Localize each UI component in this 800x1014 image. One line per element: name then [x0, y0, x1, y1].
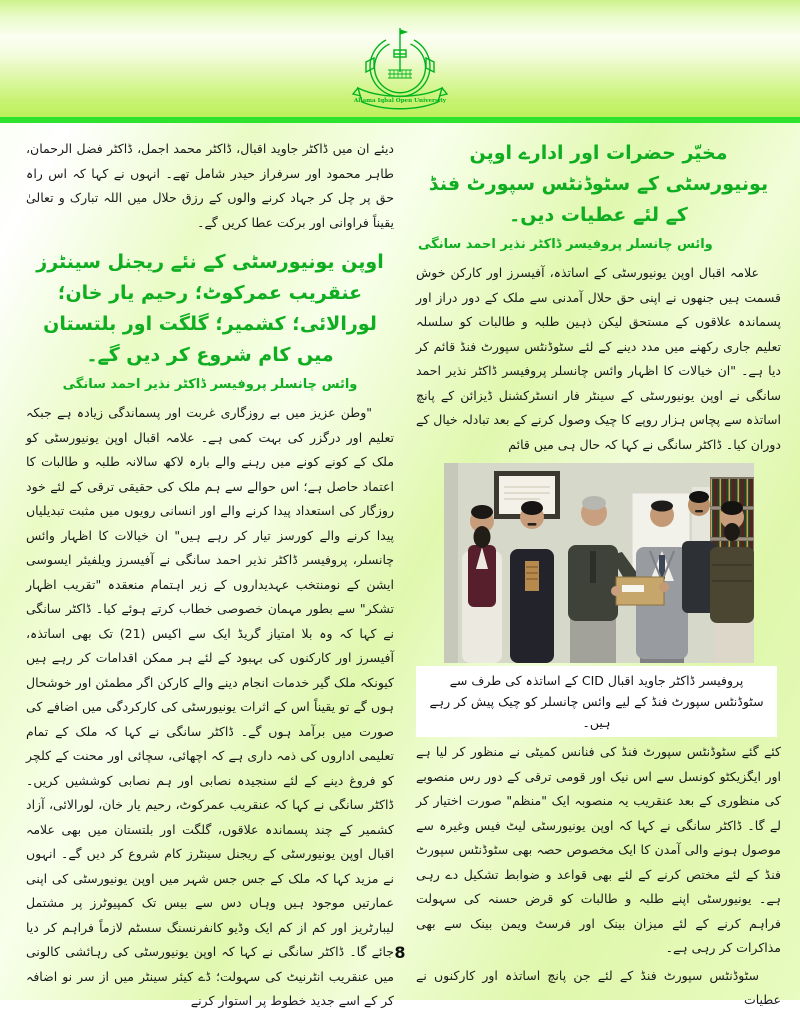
left-paragraph-2: "وطن عزیز میں بے روزگاری غربت اور پسماندگی زیادہ ہے جبکہ تعلیم اور درگزر کی بہت کمی ہے۔ علامہ اقبال اوپن یونیورسٹی کو ملک کے کونے کونے میں رہنے والے بارہ لاکھ سالانہ طلبہ و طالبات کا اعتماد حاصل ہے؛ اس حوالے سے ہم ملک کی حقیقی ترقی کے لئے خود روزگار کی استعداد پیدا کرنے والے اور انسانی رویوں میں مثبت تبدیلیاں پیدا کرنے والے کورسز تیار کر رہے ہیں" ان خیالات کا اظہار وائس چانسلر، پروفیسر ڈاکٹر نذیر احمد سانگی نے آفیسرز ویلفیئر ایسوسی ایشن کے نومنتخب عہدیداروں کے زیر اہتمام منعقدہ "تقریب اظہار تشکر" سے بطور مہمان خصوصی خطاب کرتے ہوئے کیا۔ ڈاکٹر سانگی نے کہا کہ وہ بلا امتیاز گریڈ ایک سے اکیس (21) تک بھی اساتذہ، آفیسرز اور کارکنوں کی بہبود کے لئے ہر ممکن اقدامات کر رہے ہیں کیونکہ ملک گیر خدمات انجام دینے والے کارکن اگر مطمئن اور خوشحال ہوں گے تو یقیناً اس کے اثرات یونیورسٹی کی کارکردگی میں اضافے کی صورت میں برآمد ہوں گے۔ ڈاکٹر سانگی نے کہا کہ ملک کے تمام تعلیمی اداروں کی ذمہ داری ہے کہ اچھائی، سچائی اور محنت کے کلچر کو فروغ دینے کے لئے سنجیدہ نصابی اور ہم نصابی کوششیں کریں۔ ڈاکٹر سانگی نے کہا کہ عنقریب عمرکوٹ، رحیم یار خان، لورالائی، آزاد کشمیر کے چند پسماندہ علاقوں، گلگت اور بلتستان میں بھی علامہ اقبال اوپن یونیورسٹی کے ریجنل سینٹرز کام شروع کر دیں گے۔ انہوں نے مزید کہا کہ ملک کے جس جس شہر میں اوپن یونیورسٹی کی اپنی عمارتیں موجود ہیں وہاں دس سے بیس تک کمپیوٹرز پر مشتمل لیبارٹریز اور کم از کم ایک وڈیو کانفرنسنگ سسٹم لازماً فراہم کر دیا جائے گا۔ ڈاکٹر سانگی نے کہا کہ اوپن یونیورسٹی کی رہائشی کالونی میں عنقریب انٹرنیٹ کی سہولت؛ ڈے کیئر سینٹر میں از سر نو اضافہ کر کے اسے جدید خطوط پر استوار کرنے [26, 405, 394, 1008]
photo-figure [414, 463, 783, 737]
right-column [414, 134, 783, 1007]
cheque-envelope [611, 577, 669, 605]
cheque-presentation-photo [444, 463, 754, 663]
left-paragraph-1: دیئے ان میں ڈاکٹر جاوید اقبال، ڈاکٹر محمد اجمل، ڈاکٹر فضل الرحمان، طاہر محمود اور سرفراز حیدر شامل تھے۔ انہوں نے کہا کہ اس راہ حق پر چل کر جہاد کرنے والوں کے رزق حلال میں اللہ تبارک و تعالیٰ یقیناً فراوانی اور برکت عطا کریں گے۔ [26, 141, 394, 230]
right-paragraph-2: کئے گئے سٹوڈنٹس سپورٹ فنڈ کی فنانس کمیٹی نے منظور کر لیا ہے اور ایگزیکٹو کونسل سے اس نیک اور قومی ترقی کے دور رس منصوبے کی منظوری کے بعد عنقریب یہ منصوبہ ایک "منظم" صورت اختیار کر لے گا۔ ڈاکٹر سانگی نے کہا کہ اوپن یونیورسٹی لیٹ فیس وغیرہ سے موصول ہونے والی آمدن کا ایک مخصوص حصہ بھی سٹوڈنٹس سپورٹ فنڈ کے لئے مختص کرنے کے لئے بھی قواعد و ضوابط تشکیل دے رہی ہے۔ یونیورسٹی اپنے طلبہ و طالبات کو قرض حسنہ کی سہولت فراہم کرنے کے لئے میزان بینک اور فرسٹ ویمن بینک سے بھی مذاکرات کر رہی ہے۔ [416, 744, 781, 955]
left-column [24, 134, 396, 1008]
university-logo [350, 26, 450, 116]
right-paragraph-1: علامہ اقبال اوپن یونیورسٹی کے اساتذہ، آفیسرز اور کارکن خوش قسمت ہیں جنھوں نے اپنی حق حلال آمدنی سے ملک کے دور دراز اور پسماندہ علاقوں کے مستحق لیکن ذہین طلبہ و طالبات کو سلسلہ تعلیم جاری رکھنے میں مدد دینے کے لئے سٹوڈنٹس سپورٹ فنڈ قائم کر دیا ہے۔ "ان خیالات کا اظہار وائس چانسلر پروفیسر ڈاکٹر نذیر احمد سانگی نے اوپن یونیورسٹی کے سینٹر فار انسٹرکشنل ڈیزائن کے پانچ اساتذہ سے پچاس ہزار روپے کا چیک وصول کرنے کے بعد تبادلہ خیال کے دوران کیا۔ ڈاکٹر سانگی نے کہا کہ حال ہی میں قائم [416, 265, 781, 452]
right-byline: وائس چانسلر پروفیسر ڈاکٹر نذیر احمد سانگی [418, 237, 713, 252]
header-divider [0, 117, 800, 123]
right-headline: مخیّر حضرات اور ادارے اوپن یونیورسٹی کے سٹوڈنٹس سپورٹ فنڈ کے لئے عطیات دیں۔ [428, 142, 769, 226]
left-headline: اوپن یونیورسٹی کے نئے ریجنل سینٹرز عنقریب عمرکوٹ؛ رحیم یار خان؛ لورالائی؛ کشمیر؛ گلگت اور بلتستان میں کام شروع کر دیں گے۔ [36, 251, 384, 366]
left-byline: وائس چانسلر پروفیسر ڈاکٹر نذیر احمد سانگی [62, 377, 358, 392]
photo-caption: پروفیسر ڈاکٹر جاوید اقبال CID کے اساتذہ کی طرف سے سٹوڈنٹس سپورٹ فنڈ کے لیے وائس چانسلر کو چیک پیش کر رہے ہیں۔ [416, 666, 777, 737]
page-header [0, 0, 800, 117]
right-paragraph-3: سٹوڈنٹس سپورٹ فنڈ کے لئے جن پانچ اساتذہ اور کارکنوں نے عطیات [416, 967, 781, 1007]
logo-banner-text: Allama Iqbal Open University [353, 98, 447, 104]
page-number: 8 [394, 943, 406, 962]
